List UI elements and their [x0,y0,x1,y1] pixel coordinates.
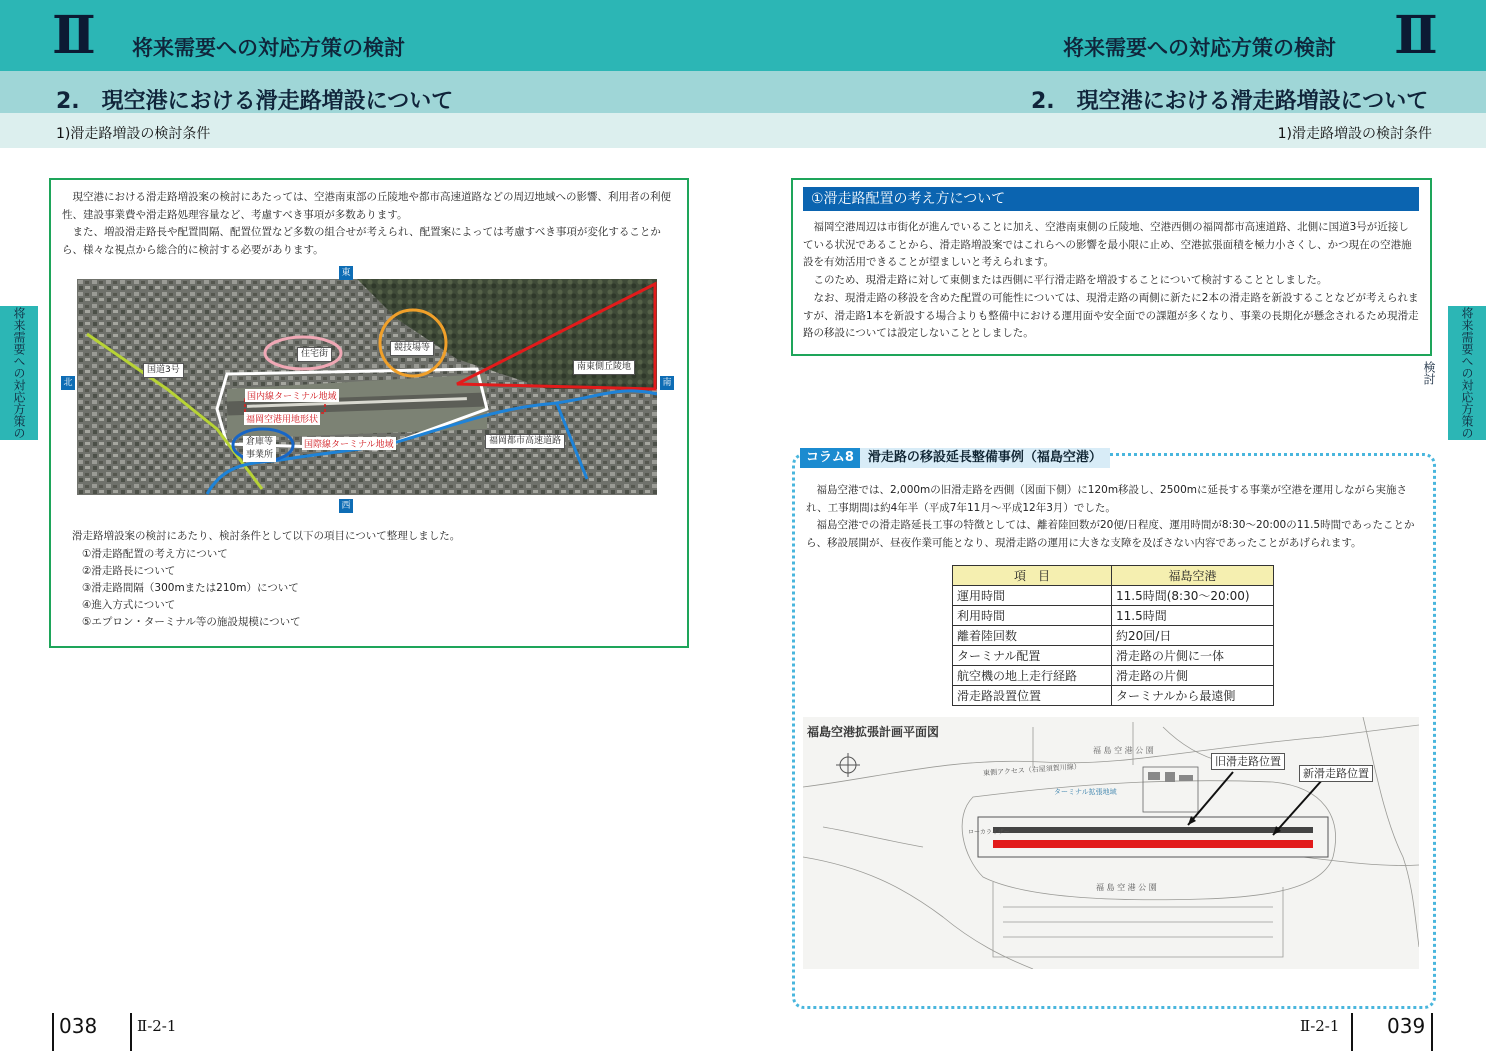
plan-label-terminal: ターミナル拡張地域 [1054,788,1117,796]
roman-numeral-right: Ⅱ [1394,5,1432,66]
plan-label-localizer: ローカライザー [968,829,1010,836]
plan-label-old-runway: 旧滑走路位置 [1211,753,1285,770]
table-row [953,666,1274,686]
table-row [953,626,1274,646]
table-cell-item: 利用時間 [953,606,1112,626]
intro-paragraph-2: また、増設滑走路長や配置間隔、配置位置など多数の組合せが考えられ、配置案によっては考慮すべき事項が変化することから、様々な視点から総合的に検討する必要があります。 [62,226,661,256]
table-header-item: 項 目 [953,566,1112,586]
map-label-warehouse: 倉庫等 事業所 [243,436,276,462]
table-cell-value: 滑走路の片側 [1112,666,1274,686]
aerial-map [77,279,657,495]
map-label-domestic: 国内線ターミナル地域 [245,389,339,402]
column-title: 滑走路の移設延長整備事例（福島空港） [860,448,1110,468]
page-number-right: 039 [1387,1014,1426,1038]
roman-numeral-left: Ⅱ [52,5,90,66]
fukushima-table [952,565,1274,706]
placement-paragraph-1: 福岡空港周辺は市街化が進んでいることに加え、空港南東側の丘陵地、空港西側の福岡都市高速道路、北側に国道3号が近接している状況であることから、滑走路増設案ではこれらへの影響を最小限に止め、空港拡張面積を極力小さくし、かつ現在の空港施設を有効活用できることが望ましいと考えられます。 [803,221,1412,268]
footer-ref-right: Ⅱ-2-1 [1300,1017,1340,1035]
direction-east: 東 [339,266,353,280]
section-title-left: 将来需要への対応方策の検討 [132,36,405,60]
map-label-route3: 国道3号 [143,363,184,378]
table-row [953,606,1274,626]
direction-south: 南 [660,376,674,390]
table-row [953,586,1274,606]
map-label-expressway: 福岡都市高速道路 [485,434,565,449]
table-row [953,646,1274,666]
map-label-international: 国際線ターミナル地域 [302,437,396,450]
table-row [953,686,1274,706]
placement-paragraph-3: なお、現滑走路の移設を含めた配置の可能性については、現滑走路の両側に新たに2本の滑走路を新設することなどが考えられますが、滑走路1本を新設する場合よりも整備中における運用面や安全面での課題が多くなり、事業の長期化が懸念されるため現滑走路の移設については設定しないこととしました。 [803,292,1419,339]
plan-label-park: 福 島 空 港 公 園 [1096,883,1157,892]
intro-paragraph-1: 現空港における滑走路増設案の検討にあたっては、空港南東部の丘陵地や都市高速道路などの周辺地域への影響、利用者の利便性、建設事業費や滑走路処理容量など、考慮すべき事項が多数あります。 [62,191,671,221]
subsection-title-left: 1)滑走路増設の検討条件 [56,126,211,142]
direction-west: 西 [339,499,353,513]
table-cell-item: 航空機の地上走行経路 [953,666,1112,686]
footer-rule-left-2 [130,1013,132,1051]
column-paragraph-1: 福島空港では、2,000mの旧滑走路を西側（図面下側）に120m移設し、2500mに延長する事業が空港を運用しながら実施され、工事期間は約4年半（平成7年11月～平成12年3月）でした。 [806,484,1408,514]
condition-item-4: ④進入方式について [82,599,176,611]
map-label-race: 競技場等 [390,341,434,356]
plan-label-access: 東側アクセス（右屋須賀川線） [982,762,1081,778]
page-number-left: 038 [59,1014,98,1038]
footer-rule-right-1 [1351,1013,1353,1051]
footer-rule-right-2 [1431,1013,1433,1051]
placement-heading: ①滑走路配置の考え方について [803,187,1419,211]
plan-title: 福島空港拡張計画平面図 [807,725,940,739]
map-label-residential: 住宅街 [297,347,332,362]
map-label-hills: 南東側丘陵地 [573,360,635,375]
condition-item-2: ②滑走路長について [82,565,176,577]
table-cell-value: ターミナルから最遠側 [1112,686,1274,706]
table-cell-value: 11.5時間 [1112,606,1274,626]
map-label-airport-site: 福岡空港用地形状 [244,412,320,425]
table-cell-item: 滑走路設置位置 [953,686,1112,706]
section-title-right: 将来需要への対応方策の検討 [1063,36,1336,60]
placement-paragraph-2: このため、現滑走路に対して東側または西側に平行滑走路を増設することについて検討することとしました。 [813,274,1328,286]
header-band-subsection [0,113,1486,148]
column-heading [800,448,1110,468]
side-tab-right: 将来需要への対応方策の検討 [1448,306,1486,440]
chapter-title-right: 2. 現空港における滑走路増設について [1031,89,1429,114]
table-cell-value: 11.5時間(8:30～20:00) [1112,586,1274,606]
side-tab-left: 将来需要への対応方策の [0,306,38,440]
conditions-intro: 滑走路増設案の検討にあたり、検討条件として以下の項目について整理しました。 [72,530,461,542]
table-cell-item: ターミナル配置 [953,646,1112,666]
chapter-title-left: 2. 現空港における滑走路増設について [56,89,454,114]
table-cell-item: 運用時間 [953,586,1112,606]
table-cell-value: 滑走路の片側に一体 [1112,646,1274,666]
condition-item-5: ⑤エプロン・ターミナル等の施設規模について [82,616,301,628]
table-cell-value: 約20回/日 [1112,626,1274,646]
table-cell-item: 離着陸回数 [953,626,1112,646]
footer-rule-left-1 [52,1013,54,1051]
condition-item-3: ③滑走路間隔（300mまたは210m）について [82,582,299,594]
table-header-value: 福島空港 [1112,566,1274,586]
column-paragraph-2: 福島空港での滑走路延長工事の特徴としては、離着陸回数が20便/日程度、運用時間が8:30～20:00の11.5時間であったことから、移設展開が、昼夜作業可能となり、現滑走路の運用に大きな支障を及ぼさない内容であったことがあげられます。 [806,519,1415,549]
column-tag: コラム8 [800,448,860,468]
condition-item-1: ①滑走路配置の考え方について [82,548,228,560]
plan-label-park-top: 福 島 空 港 公 園 [1093,746,1154,755]
table-header-row [953,566,1274,586]
plan-label-new-runway: 新滑走路位置 [1299,765,1373,782]
subsection-title-right: 1)滑走路増設の検討条件 [1277,126,1432,142]
direction-north: 北 [61,376,75,390]
footer-ref-left: Ⅱ-2-1 [137,1017,177,1035]
